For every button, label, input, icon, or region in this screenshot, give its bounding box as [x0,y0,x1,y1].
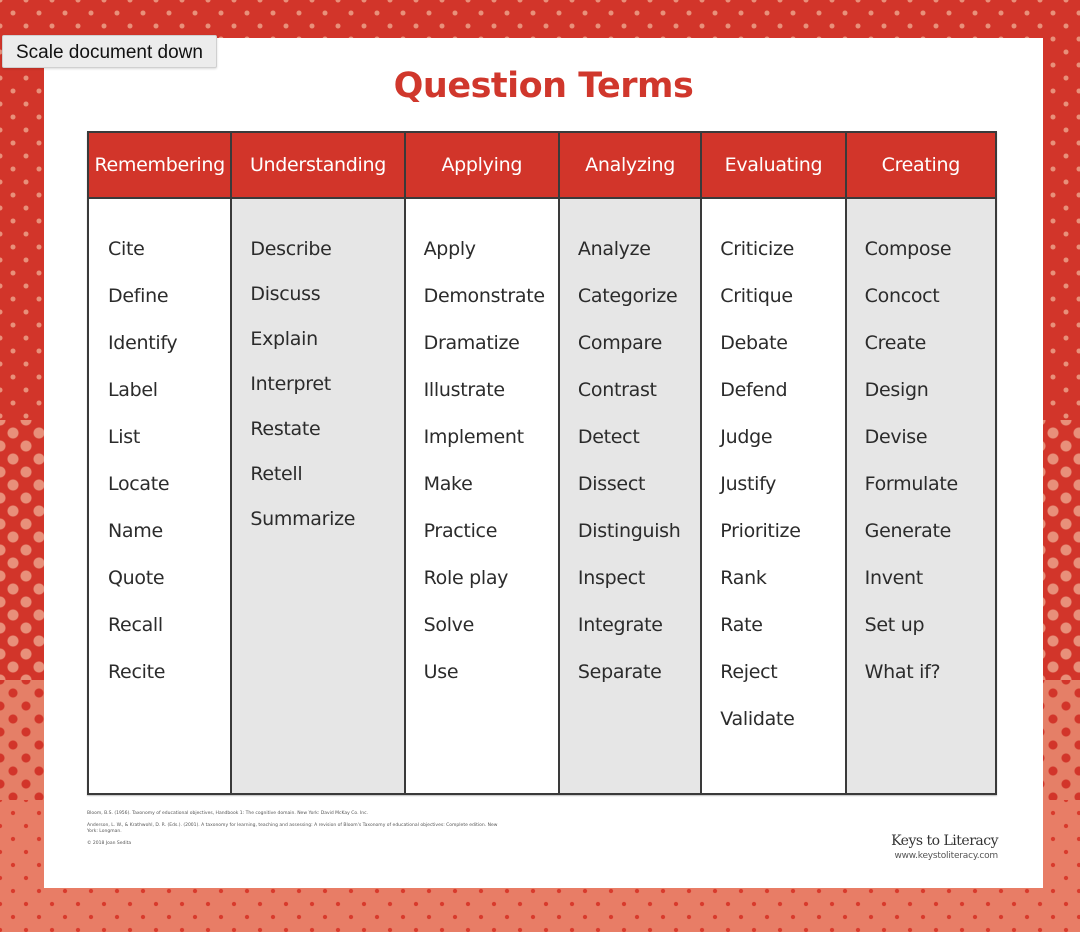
column-understanding [232,133,405,793]
reference-bloom: Bloom, B.S. (1956). Taxonomy of educational objectives, Handbook 1: The cognitive domain. New York: David McKay Co. Inc. [87,811,369,816]
brand-block [878,833,998,861]
term: Role play [423,567,509,589]
column-creating [847,133,995,793]
column-terms [406,199,558,793]
term: Validate [720,708,795,730]
term: Solve [423,614,475,636]
term: Use [423,661,459,683]
term: Locate [108,473,170,495]
term: Rate [720,614,763,636]
term: Label [108,379,158,401]
term: Recall [108,614,163,636]
column-evaluating [702,133,846,793]
term: Invent [864,567,923,589]
term: Create [864,332,926,354]
column-remembering [89,133,232,793]
term: Practice [423,520,498,542]
term: Integrate [577,614,663,636]
column-terms [702,199,844,793]
term: Recite [108,661,166,683]
column-terms [560,199,700,793]
term: Concoct [864,285,940,307]
term: Rank [720,567,767,589]
term: Categorize [577,285,678,307]
term: Distinguish [577,520,681,542]
term: Name [108,520,163,542]
term: Analyze [577,238,651,260]
column-applying [406,133,560,793]
column-terms [232,199,403,793]
column-terms [89,199,230,793]
term: Illustrate [423,379,505,401]
question-terms-table [87,131,997,795]
column-header: Applying [406,133,558,199]
term: Debate [720,332,788,354]
term: Demonstrate [423,285,545,307]
column-terms [847,199,995,793]
term: Devise [864,426,928,448]
term: Dramatize [423,332,520,354]
column-header: Evaluating [702,133,844,199]
document-page [44,38,1043,888]
term: Contrast [577,379,657,401]
term: Defend [720,379,788,401]
column-header: Analyzing [560,133,700,199]
term: Explain [250,328,318,350]
term: Reject [720,661,778,683]
term: Criticize [720,238,795,260]
reference-anderson: Anderson, L. W., & Krathwohl, D. R. (Eds.). (2001). A taxonomy for learning, teaching and assessing: A revision of Bloom's Taxonomy of educational objectives: Complete edition. New York: Longman. [87,823,498,834]
term: Cite [108,238,145,260]
references [87,811,507,853]
term: Retell [250,463,303,485]
column-analyzing [560,133,702,793]
term: Formulate [864,473,958,495]
term: Summarize [250,508,356,530]
term: List [108,426,141,448]
copyright: © 2018 Joan Sedita [87,841,132,846]
term: Make [423,473,473,495]
term: Compare [577,332,663,354]
term: Define [108,285,169,307]
brand-url: www.keystoliteracy.com [894,851,998,861]
term: Discuss [250,283,321,305]
term: Implement [423,426,524,448]
term: Judge [720,426,773,448]
term: Dissect [577,473,646,495]
term: Separate [577,661,662,683]
column-header: Remembering [89,133,230,199]
term: Detect [577,426,640,448]
term: Prioritize [720,520,801,542]
term: Interpret [250,373,331,395]
term: Inspect [577,567,646,589]
column-header: Understanding [232,133,403,199]
term: Apply [423,238,476,260]
term: Restate [250,418,321,440]
term: Generate [864,520,951,542]
term: Describe [250,238,332,260]
term: What if? [864,661,941,683]
term: Identify [108,332,178,354]
term: Design [864,379,929,401]
term: Critique [720,285,793,307]
column-header: Creating [847,133,995,199]
scale-document-down-button[interactable]: Scale document down [2,35,217,68]
term: Quote [108,567,165,589]
term: Compose [864,238,952,260]
page-title: Question Terms [393,66,694,106]
term: Set up [864,614,925,636]
term: Justify [720,473,777,495]
brand-logo: Keys to Literacy [891,833,998,849]
